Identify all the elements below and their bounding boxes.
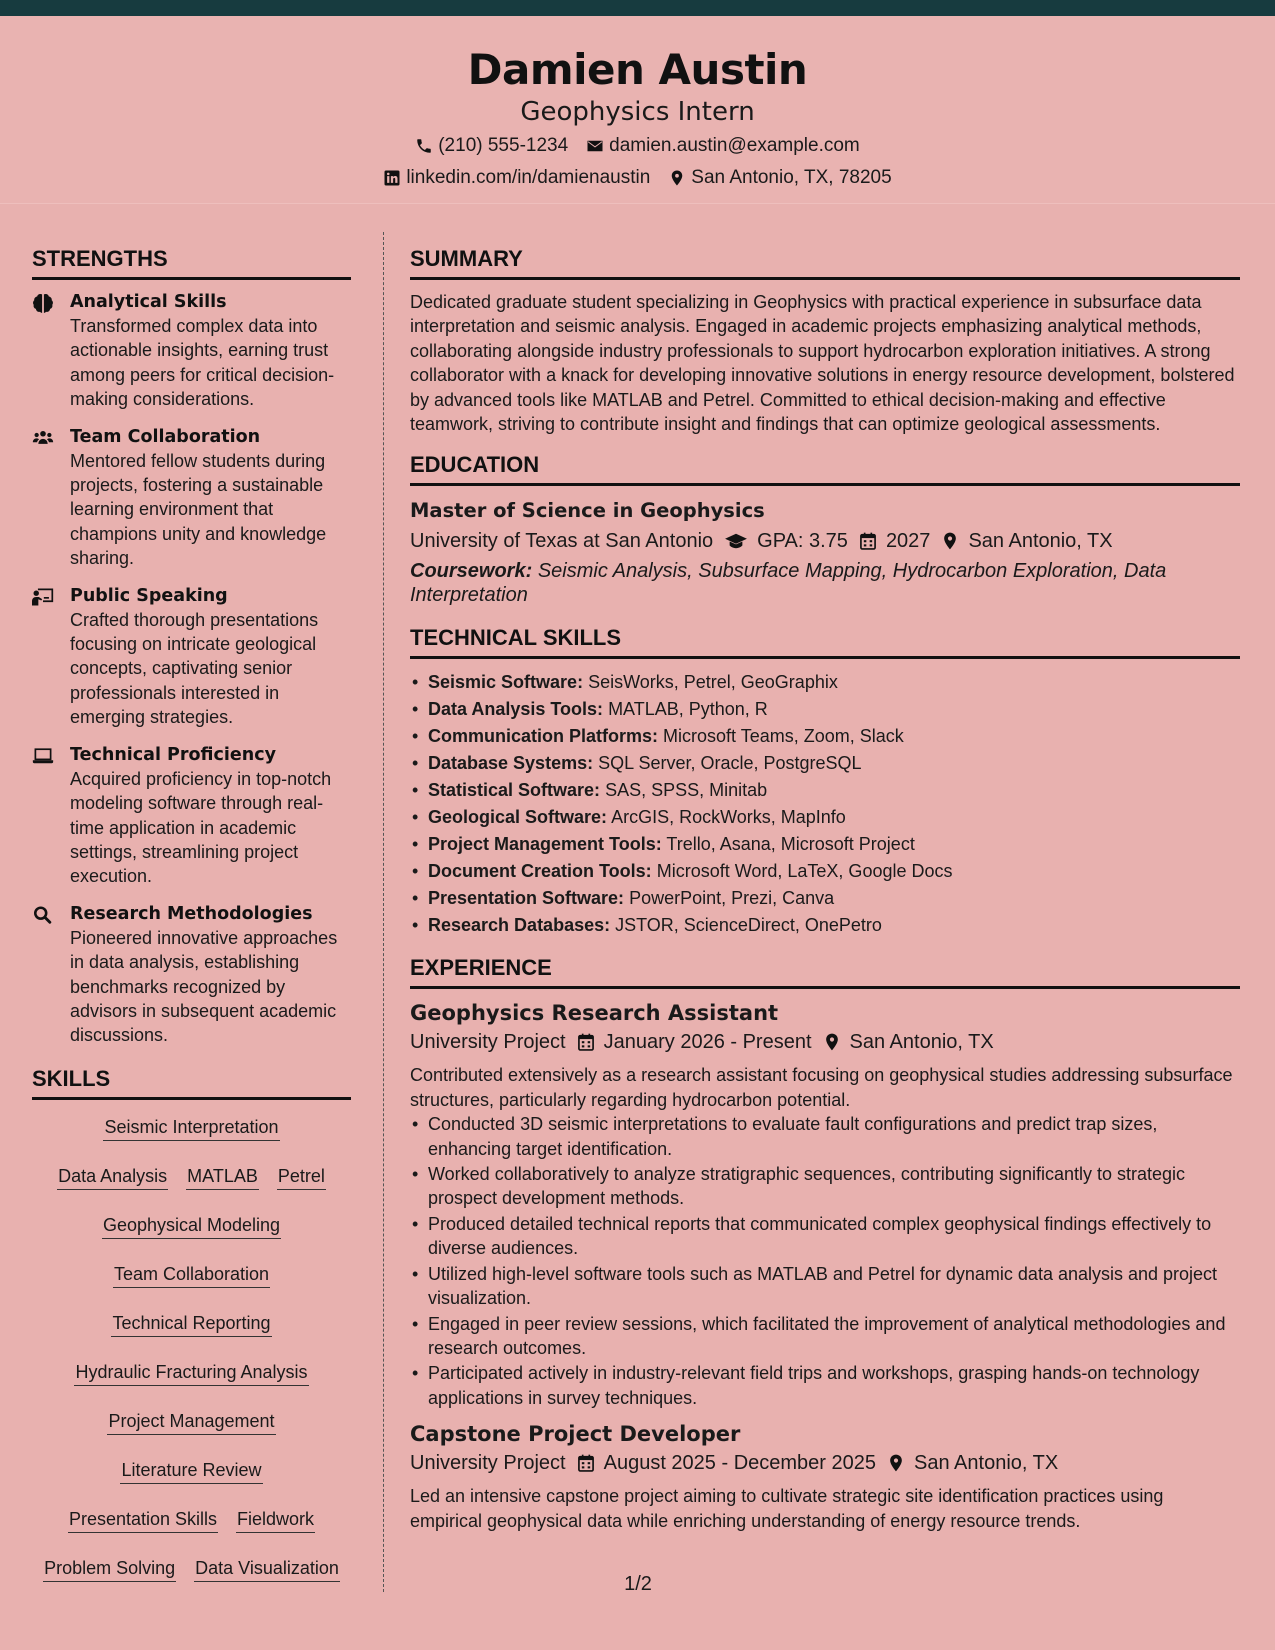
job-org: University Project [410, 1452, 566, 1475]
education-section [410, 450, 1240, 607]
list-item [410, 804, 1240, 831]
skill-tags [32, 1110, 351, 1145]
envelope-icon [586, 137, 604, 155]
skill-value: PowerPoint, Prezi, Canva [629, 888, 835, 909]
graduation-cap-icon [723, 531, 749, 551]
job-bullets [410, 1112, 1240, 1410]
job-entry [410, 1420, 1240, 1533]
skill-value: Microsoft Word, LaTeX, Google Docs [656, 861, 953, 882]
coursework-text: Seismic Analysis, Subsurface Mapping, Hydrocarbon Exploration, Data Interpretation [410, 560, 1167, 607]
linkedin-icon [383, 169, 401, 187]
list-item [410, 669, 1240, 696]
list-item [410, 696, 1240, 723]
skill-label: Communication Platforms: [428, 726, 659, 747]
calendar-icon [858, 531, 878, 551]
year-item [858, 526, 931, 556]
phone-icon [415, 137, 433, 155]
skill-label: Geological Software: [428, 807, 608, 828]
skill-tag: Data Analysis [57, 1163, 168, 1190]
technical-skills-list [410, 669, 1240, 939]
map-pin-icon [940, 531, 960, 551]
degree-title: Master of Science in Geophysics [410, 499, 765, 523]
contact-row-2 [0, 162, 1275, 194]
email-text: damien.austin@example.com [609, 135, 860, 156]
list-item: • Utilized high-level software tools such as MATLAB and Petrel for dynamic data analysis and project visualization. [410, 1262, 1240, 1311]
left-column [32, 244, 351, 1586]
job-location: San Antonio, TX [914, 1452, 1059, 1475]
job-location-item [886, 1448, 1058, 1478]
location-text: San Antonio, TX, 78205 [691, 167, 892, 188]
skills-section [32, 1064, 351, 1586]
job-description: Contributed extensively as a research assistant focusing on geophysical studies addressing subsurface structures, particularly regarding hydrocarbon potential. [410, 1065, 1233, 1110]
job-title: Capstone Project Developer [410, 1422, 741, 1447]
strength-text: Acquired proficiency in top-notch modeling software through real-time application in academic settings, streamlining project execution. [70, 768, 332, 887]
job-location-item [822, 1027, 994, 1057]
edu-location-item [940, 526, 1112, 556]
skill-tag: Problem Solving [43, 1555, 176, 1582]
job-dates: August 2025 - December 2025 [603, 1452, 877, 1475]
skill-tag: Petrel [277, 1163, 326, 1190]
calendar-icon [576, 1453, 596, 1473]
technical-skills-section [410, 623, 1240, 939]
skill-value: Trello, Asana, Microsoft Project [666, 834, 915, 855]
education-meta [410, 526, 1240, 556]
experience-title: EXPERIENCE [410, 953, 1240, 989]
list-item: • Participated actively in industry-relevant field trips and workshops, grasping hands-on technology applications in survey techniques. [410, 1361, 1240, 1410]
strength-title: Research Methodologies [70, 903, 313, 924]
location-contact [668, 162, 891, 194]
skill-tag: Data Visualization [194, 1555, 340, 1582]
presenter-icon [32, 587, 54, 607]
strength-item [32, 290, 351, 412]
strengths-section [32, 244, 351, 1048]
strength-item [32, 584, 351, 730]
strengths-title: STRENGTHS [32, 244, 351, 280]
skill-label: Research Databases: [428, 915, 611, 936]
laptop-icon [32, 746, 54, 766]
linkedin-text: linkedin.com/in/damienaustin [406, 167, 651, 188]
job-meta [410, 1448, 1240, 1478]
job-entry [410, 999, 1240, 1410]
summary-title: SUMMARY [410, 244, 1240, 280]
phone-contact[interactable] [415, 130, 568, 162]
map-pin-icon [822, 1032, 842, 1052]
right-column [410, 244, 1240, 1533]
skill-tags [32, 1355, 351, 1390]
strength-text: Transformed complex data into actionable insights, earning trust among peers for critical decision-making considerations. [70, 316, 335, 410]
users-icon [32, 428, 54, 448]
skill-value: MATLAB, Python, R [608, 699, 768, 720]
coursework-label: Coursework: [410, 560, 533, 583]
skill-tag: Technical Reporting [111, 1310, 271, 1337]
resume-header [0, 16, 1275, 204]
list-item: • Conducted 3D seismic interpretations to evaluate fault configurations and predict trap sizes, enhancing target identification. [410, 1112, 1240, 1161]
skill-tag: Literature Review [120, 1457, 262, 1484]
calendar-icon [576, 1032, 596, 1052]
column-divider [383, 232, 384, 1592]
coursework [410, 559, 1240, 607]
job-location: San Antonio, TX [849, 1031, 994, 1054]
skill-label: Presentation Software: [428, 888, 625, 909]
skill-label: Database Systems: [428, 753, 594, 774]
top-accent-bar [0, 0, 1275, 16]
job-dates-item [576, 1448, 876, 1478]
phone-text: (210) 555-1234 [438, 135, 569, 156]
strength-title: Technical Proficiency [70, 744, 276, 765]
skill-label: Document Creation Tools: [428, 861, 652, 882]
skill-tags [32, 1257, 351, 1292]
summary-text: Dedicated graduate student specializing in Geophysics with practical experience in subsurface data interpretation and seismic analysis. Engaged in academic projects emphasizing analytical methods, collaborating alongside industry professionals to support hydrocarbon exploration initiatives. A strong collaborator with a knack for developing innovative solutions in energy resource development, bolstered by advanced tools like MATLAB and Petrel. Committed to ethical decision-making and effective teamwork, striving to contribute insight and findings that can optimize geological assessments. [410, 292, 1235, 435]
search-icon [32, 905, 54, 925]
skill-tag: Seismic Interpretation [103, 1114, 279, 1141]
year-text: 2027 [885, 530, 931, 553]
list-item [410, 723, 1240, 750]
list-item: • Produced detailed technical reports that communicated complex geophysical findings effectively to diverse audiences. [410, 1212, 1240, 1261]
skill-tags [32, 1551, 351, 1586]
skills-title: SKILLS [32, 1064, 351, 1100]
gpa-text: GPA: 3.75 [757, 530, 848, 553]
list-item [410, 885, 1240, 912]
job-description: Led an intensive capstone project aiming to cultivate strategic site identification practices using empirical geophysical data while enriching understanding of energy resource trends. [410, 1486, 1164, 1531]
skill-value: SAS, SPSS, Minitab [605, 780, 768, 801]
candidate-role: Geophysics Intern [520, 97, 755, 127]
list-item: • Worked collaboratively to analyze stratigraphic sequences, contributing significantly to strategic prospect development methods. [410, 1162, 1240, 1211]
list-item: • Engaged in peer review sessions, which facilitated the improvement of analytical methodologies and research outcomes. [410, 1312, 1240, 1361]
skill-tag: Project Management [107, 1408, 275, 1435]
skill-label: Seismic Software: [428, 672, 584, 693]
strength-title: Analytical Skills [70, 292, 227, 312]
strength-item [32, 743, 351, 889]
map-pin-icon [668, 169, 686, 187]
skill-tags [32, 1159, 351, 1194]
skill-tags [32, 1502, 351, 1537]
education-title: EDUCATION [410, 450, 1240, 486]
skill-tag: Team Collaboration [113, 1261, 270, 1288]
skill-tag: Hydraulic Fracturing Analysis [74, 1359, 308, 1386]
page-number: 1/2 [624, 1573, 652, 1595]
brain-icon [32, 293, 54, 313]
gpa-item [723, 526, 848, 556]
list-item [410, 858, 1240, 885]
job-dates-item [576, 1027, 812, 1057]
email-contact[interactable] [586, 130, 860, 162]
edu-location-text: San Antonio, TX [968, 530, 1113, 553]
skill-value: JSTOR, ScienceDirect, OnePetro [615, 915, 882, 936]
list-item [410, 831, 1240, 858]
strength-item [32, 425, 351, 571]
skill-value: SeisWorks, Petrel, GeoGraphix [588, 672, 838, 693]
skill-value: Microsoft Teams, Zoom, Slack [663, 726, 904, 747]
skill-value: SQL Server, Oracle, PostgreSQL [598, 753, 862, 774]
skill-label: Statistical Software: [428, 780, 601, 801]
skill-label: Data Analysis Tools: [428, 699, 604, 720]
skill-tag: Geophysical Modeling [102, 1212, 281, 1239]
skill-tags [32, 1453, 351, 1488]
skill-tag: MATLAB [186, 1163, 259, 1190]
strength-text: Crafted thorough presentations focusing on intricate geological concepts, captivating senior professionals interested in emerging strategies. [70, 609, 319, 728]
summary-section [410, 244, 1240, 436]
experience-section [410, 953, 1240, 1533]
strength-item [32, 902, 351, 1048]
list-item [410, 912, 1240, 939]
technical-skills-title: TECHNICAL SKILLS [410, 623, 1240, 659]
job-org: University Project [410, 1031, 566, 1054]
strength-text: Pioneered innovative approaches in data analysis, establishing benchmarks recognized by advisors in subsequent academic discussions. [70, 927, 338, 1046]
skill-label: Project Management Tools: [428, 834, 662, 855]
job-meta [410, 1027, 1240, 1057]
map-pin-icon [886, 1453, 906, 1473]
contact-row-1 [0, 130, 1275, 162]
linkedin-contact[interactable] [383, 162, 650, 194]
strength-title: Public Speaking [70, 585, 228, 606]
strength-title: Team Collaboration [70, 426, 261, 447]
job-dates: January 2026 - Present [603, 1031, 812, 1054]
skill-tag: Fieldwork [236, 1506, 315, 1533]
job-title: Geophysics Research Assistant [410, 1001, 779, 1026]
skill-value: ArcGIS, RockWorks, MapInfo [611, 807, 846, 828]
skill-tags [32, 1404, 351, 1439]
skill-tags [32, 1208, 351, 1243]
skill-tag: Presentation Skills [68, 1506, 218, 1533]
list-item [410, 777, 1240, 804]
list-item [410, 750, 1240, 777]
school-name: University of Texas at San Antonio [410, 530, 714, 553]
strength-text: Mentored fellow students during projects, fostering a sustainable learning environment that champions unity and knowledge sharing. [70, 450, 327, 569]
candidate-name: Damien Austin [467, 45, 808, 94]
skill-tags [32, 1306, 351, 1341]
